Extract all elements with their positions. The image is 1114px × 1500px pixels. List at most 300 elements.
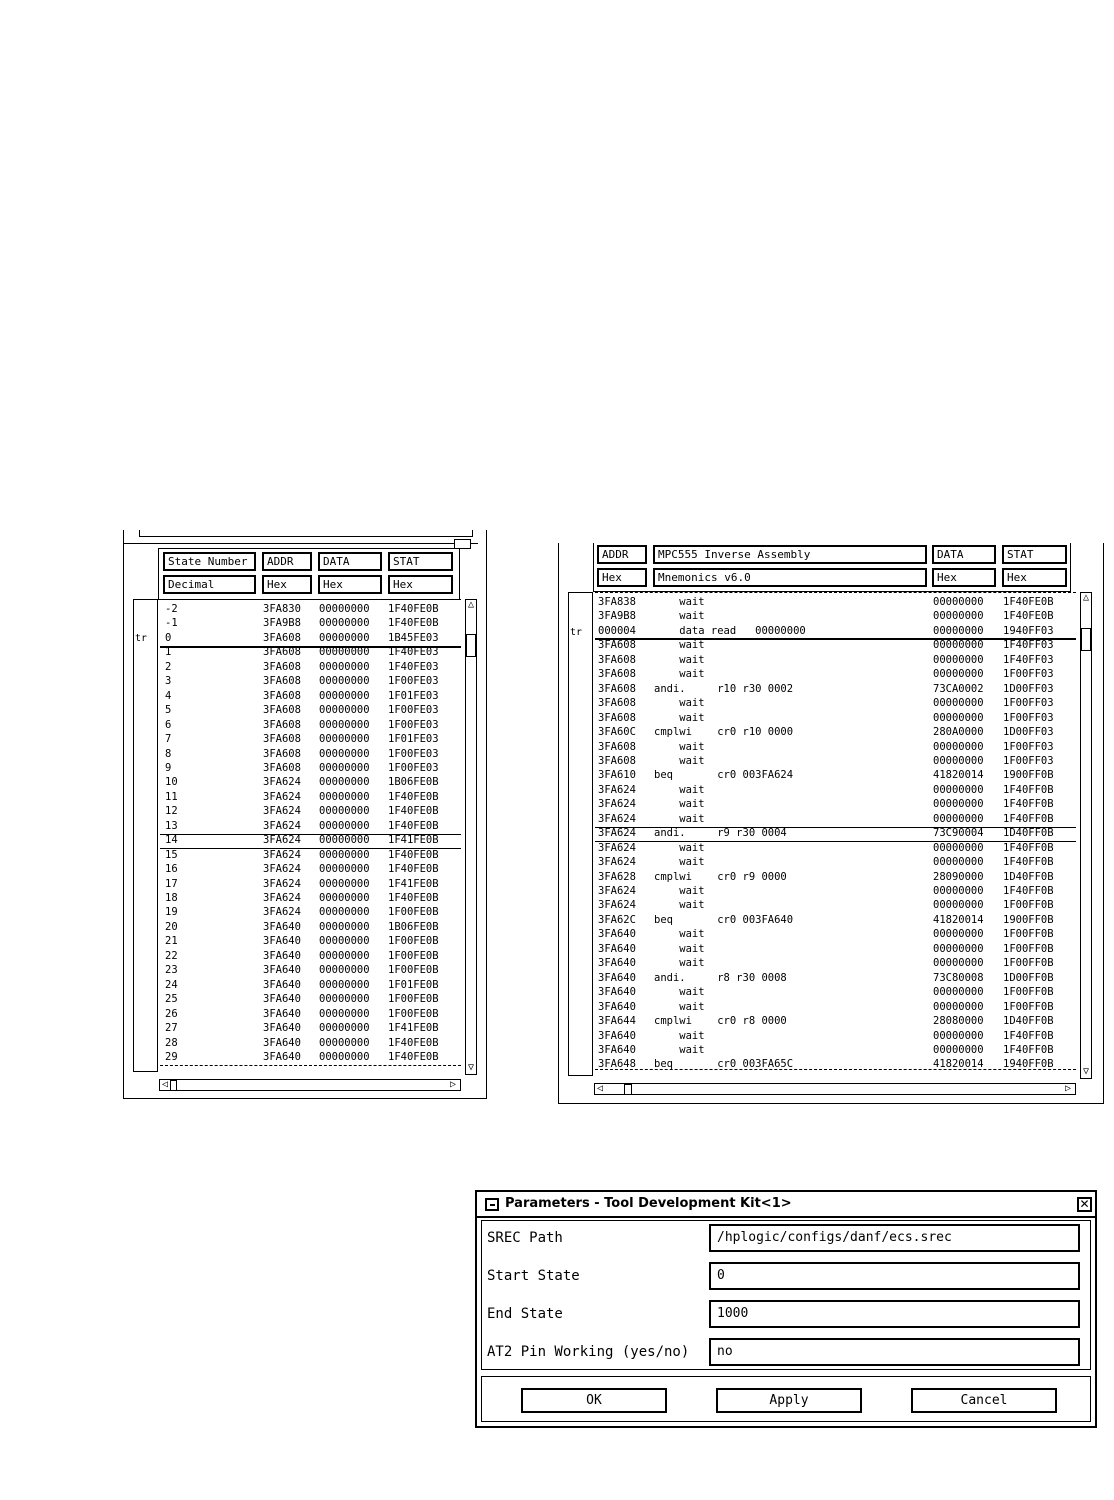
table-cell: 1D40FF0B — [1003, 1015, 1054, 1028]
table-cell: 1F40FF0B — [1003, 1029, 1054, 1042]
table-cell: 1F00FF0B — [1003, 957, 1054, 970]
scroll-down-icon[interactable]: ▽ — [1082, 1066, 1090, 1077]
format-addr[interactable]: Hex — [262, 575, 312, 594]
table-cell: 22 — [165, 949, 178, 962]
table-cell: 00000000 — [319, 993, 370, 1006]
table-cell: 15 — [165, 848, 178, 861]
table-cell: wait — [654, 1043, 705, 1056]
table-cell: 3FA608 — [598, 697, 636, 710]
table-cell: 10 — [165, 776, 178, 789]
ok-button[interactable]: OK — [521, 1388, 667, 1413]
table-cell: 3FA608 — [263, 660, 301, 673]
table-cell: 00000000 — [933, 639, 984, 652]
table-row[interactable] — [595, 1014, 1076, 1028]
start-state-input[interactable]: 0 — [709, 1262, 1080, 1290]
table-cell: 3FA624 — [263, 819, 301, 832]
table-row[interactable] — [160, 905, 461, 919]
table-cell: 1F40FE0B — [388, 617, 439, 630]
table-cell: 1D00FF03 — [1003, 682, 1054, 695]
dialog-title: Parameters - Tool Development Kit<1> — [505, 1196, 792, 1211]
table-cell: 3FA624 — [263, 863, 301, 876]
table-cell: 00000000 — [319, 617, 370, 630]
vertical-scrollbar[interactable] — [1080, 592, 1092, 1079]
table-row[interactable] — [595, 927, 1076, 941]
table-cell: 1F01FE03 — [388, 689, 439, 702]
header-addr[interactable]: ADDR — [597, 545, 647, 564]
table-cell: 00000000 — [319, 704, 370, 717]
scroll-down-icon[interactable]: ▽ — [467, 1062, 475, 1073]
table-cell: 3FA608 — [263, 675, 301, 688]
vertical-scrollbar[interactable] — [465, 599, 477, 1075]
table-row[interactable] — [160, 732, 461, 746]
table-cell: 00000000 — [933, 610, 984, 623]
table-row[interactable] — [160, 992, 461, 1006]
horizontal-scrollbar[interactable] — [159, 1079, 461, 1091]
table-cell: 00000000 — [319, 1036, 370, 1049]
table-cell: 23 — [165, 964, 178, 977]
table-cell: 3FA640 — [263, 1050, 301, 1063]
close-icon: ✕ — [1079, 1197, 1090, 1211]
table-cell: 5 — [165, 704, 172, 717]
table-cell: 1F40FE0B — [388, 1050, 439, 1063]
table-cell: 7 — [165, 733, 172, 746]
format-addr[interactable]: Hex — [597, 568, 647, 587]
table-cell: 00000000 — [933, 754, 984, 767]
header-data[interactable]: DATA — [932, 545, 996, 564]
table-cell: 3FA62C — [598, 913, 636, 926]
table-cell: 3FA608 — [263, 704, 301, 717]
table-cell: 18 — [165, 892, 178, 904]
table-cell: 00000000 — [319, 1007, 370, 1020]
table-row[interactable] — [160, 1021, 461, 1035]
table-cell: 3FA624 — [598, 783, 636, 796]
table-cell: 41820014 — [933, 913, 984, 926]
table-cell: 3FA838 — [598, 596, 636, 608]
table-cell: 00000000 — [319, 1050, 370, 1063]
table-cell: 1F40FE03 — [388, 660, 439, 673]
table-cell: 00000000 — [319, 978, 370, 991]
table-cell: 00000000 — [933, 798, 984, 811]
table-row[interactable] — [595, 1000, 1076, 1014]
header-stat[interactable]: STAT — [1002, 545, 1067, 564]
scroll-right-icon[interactable]: ▷ — [449, 1079, 457, 1090]
table-row[interactable] — [595, 855, 1076, 869]
table-cell: 00000000 — [319, 819, 370, 832]
table-cell: 3FA608 — [263, 733, 301, 746]
table-row[interactable] — [160, 819, 461, 833]
table-cell: 1F40FF0B — [1003, 1043, 1054, 1056]
table-row[interactable] — [160, 862, 461, 876]
table-cell: wait — [654, 957, 705, 970]
table-cell: 41820014 — [933, 769, 984, 782]
table-row[interactable] — [595, 942, 1076, 956]
table-cell: 1F40FF0B — [1003, 812, 1054, 825]
table-row[interactable] — [160, 949, 461, 963]
table-row[interactable] — [160, 920, 461, 934]
table-cell: 00000000 — [319, 631, 370, 644]
table-cell: beq cr0 003FA624 — [654, 769, 794, 782]
table-cell: 1F41FE0B — [388, 834, 439, 847]
table-row[interactable] — [595, 826, 1076, 840]
table-row[interactable] — [595, 725, 1076, 739]
table-cell: wait — [654, 841, 705, 854]
table-row[interactable] — [595, 711, 1076, 725]
table-cell: 00000000 — [319, 675, 370, 688]
table-row[interactable] — [160, 1036, 461, 1050]
table-cell: 1D00FF03 — [1003, 726, 1054, 739]
table-row[interactable] — [595, 971, 1076, 985]
table-cell: 1B45FE03 — [388, 631, 439, 644]
srec-path-input[interactable]: /hplogic/configs/danf/ecs.srec — [709, 1224, 1080, 1252]
scroll-up-icon[interactable]: △ — [1082, 592, 1090, 603]
table-cell: 00000000 — [319, 776, 370, 789]
scroll-left-icon[interactable]: ◁ — [596, 1083, 604, 1094]
scroll-up-icon[interactable]: △ — [467, 599, 475, 610]
table-cell: 3FA640 — [598, 1029, 636, 1042]
table-cell: 3FA640 — [263, 964, 301, 977]
table-row[interactable] — [595, 696, 1076, 710]
table-cell: 3FA608 — [598, 668, 636, 681]
table-row[interactable] — [595, 754, 1076, 768]
table-cell: wait — [654, 754, 705, 767]
table-cell: 00000000 — [319, 863, 370, 876]
table-cell: wait — [654, 942, 705, 955]
table-cell: 00000000 — [933, 1043, 984, 1056]
table-cell: 1F00FE03 — [388, 675, 439, 688]
table-cell: 1F40FF0B — [1003, 841, 1054, 854]
table-cell: 1F00FE0B — [388, 949, 439, 962]
table-row[interactable] — [595, 1057, 1076, 1070]
table-cell: 3FA640 — [598, 986, 636, 999]
cursor-line — [595, 841, 1076, 842]
format-data[interactable]: Hex — [932, 568, 996, 587]
table-cell: 3FA624 — [263, 790, 301, 803]
table-cell: 3FA608 — [598, 653, 636, 666]
table-cell: 3FA830 — [263, 603, 301, 615]
scroll-thumb[interactable] — [466, 634, 476, 657]
marker-column — [133, 599, 158, 1072]
table-cell: data read 00000000 — [654, 624, 806, 637]
table-cell: 00000000 — [933, 711, 984, 724]
table-cell: 0 — [165, 631, 172, 644]
table-row[interactable] — [160, 790, 461, 804]
table-cell: 3FA624 — [598, 798, 636, 811]
table-cell: 1F01FE0B — [388, 978, 439, 991]
table-row[interactable] — [595, 667, 1076, 681]
table-cell: 3FA624 — [598, 841, 636, 854]
table-cell: 00000000 — [319, 834, 370, 847]
table-row[interactable] — [160, 775, 461, 789]
table-cell: 25 — [165, 993, 178, 1006]
table-row[interactable] — [595, 638, 1076, 652]
table-row[interactable] — [160, 833, 461, 847]
table-cell: 1F40FF0B — [1003, 798, 1054, 811]
table-cell: 00000000 — [933, 1000, 984, 1013]
table-cell: 3FA624 — [263, 776, 301, 789]
table-cell: -1 — [165, 617, 178, 630]
table-cell: 3FA624 — [598, 856, 636, 869]
header-inverse-assembly[interactable]: MPC555 Inverse Assembly — [653, 545, 927, 564]
table-cell: 280A0000 — [933, 726, 984, 739]
table-cell: 28080000 — [933, 1015, 984, 1028]
table-cell: 1F00FF03 — [1003, 711, 1054, 724]
listing-window-state — [123, 530, 487, 1099]
table-cell: 00000000 — [319, 964, 370, 977]
table-cell: 1900FF0B — [1003, 769, 1054, 782]
table-cell: 16 — [165, 863, 178, 876]
table-row[interactable] — [595, 841, 1076, 855]
table-cell: 24 — [165, 978, 178, 991]
cancel-button[interactable]: Cancel — [911, 1388, 1057, 1413]
table-cell: 1F00FF0B — [1003, 942, 1054, 955]
top-divider-line — [123, 543, 478, 544]
table-cell: 1F00FE0B — [388, 935, 439, 948]
table-cell: 00000000 — [319, 689, 370, 702]
hscroll-thumb[interactable] — [170, 1080, 177, 1091]
table-row[interactable] — [595, 783, 1076, 797]
table-cell: wait — [654, 812, 705, 825]
table-cell: 3FA640 — [263, 978, 301, 991]
table-cell: 3FA608 — [263, 718, 301, 731]
header-data[interactable]: DATA — [318, 552, 382, 571]
table-cell: 00000000 — [933, 697, 984, 710]
table-row[interactable] — [160, 616, 461, 630]
table-cell: 00000000 — [933, 653, 984, 666]
table-row[interactable] — [595, 985, 1076, 999]
table-cell: 00000000 — [933, 841, 984, 854]
table-row[interactable] — [160, 689, 461, 703]
table-row[interactable] — [595, 1029, 1076, 1043]
table-row[interactable] — [160, 761, 461, 775]
table-cell: 3FA608 — [598, 711, 636, 724]
table-cell: 14 — [165, 834, 178, 847]
table-cell: wait — [654, 928, 705, 941]
table-cell: 73C90004 — [933, 827, 984, 840]
table-cell: 4 — [165, 689, 172, 702]
table-row[interactable] — [160, 1050, 461, 1064]
header-stat[interactable]: STAT — [388, 552, 453, 571]
table-cell: 3FA608 — [598, 740, 636, 753]
format-state-number[interactable]: Decimal — [163, 575, 256, 594]
table-row[interactable] — [595, 740, 1076, 754]
table-cell: 00000000 — [319, 805, 370, 818]
at2-pin-label: AT2 Pin Working (yes/no) — [487, 1344, 690, 1360]
table-cell: 1F40FF0B — [1003, 885, 1054, 897]
table-cell: 1940FF03 — [1003, 624, 1054, 637]
table-cell: 3FA640 — [263, 1007, 301, 1020]
at2-pin-input[interactable]: no — [709, 1338, 1080, 1366]
cursor-line — [595, 827, 1076, 828]
table-cell: wait — [654, 885, 705, 897]
table-row[interactable] — [595, 682, 1076, 696]
table-cell: 1F40FF0B — [1003, 856, 1054, 869]
table-row[interactable] — [595, 884, 1076, 898]
table-row[interactable] — [595, 797, 1076, 811]
table-cell: 000004 — [598, 624, 636, 637]
table-cell: 00000000 — [933, 856, 984, 869]
table-cell: 1F40FF0B — [1003, 783, 1054, 796]
table-cell: 00000000 — [933, 596, 984, 608]
table-cell: wait — [654, 653, 705, 666]
format-stat[interactable]: Hex — [1002, 568, 1067, 587]
table-cell: 73C80008 — [933, 971, 984, 984]
table-cell: 00000000 — [319, 1022, 370, 1035]
header-addr[interactable]: ADDR — [262, 552, 312, 571]
cursor-line — [160, 848, 461, 849]
table-row[interactable] — [595, 956, 1076, 970]
table-cell: 3 — [165, 675, 172, 688]
table-cell: 3FA640 — [598, 1000, 636, 1013]
trigger-line — [160, 646, 461, 648]
table-cell: beq cr0 003FA640 — [654, 913, 794, 926]
table-cell: 1F41FE0B — [388, 1022, 439, 1035]
table-row[interactable] — [160, 747, 461, 761]
table-cell: 3FA640 — [263, 949, 301, 962]
table-row[interactable] — [160, 963, 461, 977]
table-cell: 3FA608 — [598, 639, 636, 652]
table-cell: 1F00FE0B — [388, 1007, 439, 1020]
format-mnemonics[interactable]: Mnemonics v6.0 — [653, 568, 927, 587]
table-row[interactable] — [595, 609, 1076, 623]
close-button[interactable] — [1077, 1197, 1092, 1212]
table-cell: 3FA628 — [598, 870, 636, 883]
table-row[interactable] — [595, 913, 1076, 927]
table-row[interactable] — [595, 812, 1076, 826]
table-cell: 1D00FF0B — [1003, 971, 1054, 984]
table-cell: 1F40FE0B — [388, 863, 439, 876]
table-cell: 12 — [165, 805, 178, 818]
table-cell: 1F00FE0B — [388, 993, 439, 1006]
table-row[interactable] — [160, 718, 461, 732]
table-cell: 8 — [165, 747, 172, 760]
table-cell: 19 — [165, 906, 178, 919]
table-cell: andi. r10 r30 0002 — [654, 682, 794, 695]
table-row[interactable] — [595, 624, 1076, 638]
table-cell: 1F00FE03 — [388, 718, 439, 731]
scroll-thumb[interactable] — [1081, 628, 1091, 651]
table-cell: 00000000 — [319, 906, 370, 919]
table-cell: 3FA640 — [598, 928, 636, 941]
table-row[interactable] — [160, 703, 461, 717]
table-cell: 1F00FE03 — [388, 704, 439, 717]
table-cell: 1F40FE0B — [1003, 596, 1054, 608]
format-stat[interactable]: Hex — [388, 575, 453, 594]
table-row[interactable] — [595, 768, 1076, 782]
table-row[interactable] — [160, 631, 461, 645]
table-row[interactable] — [595, 653, 1076, 667]
table-cell: 3FA640 — [263, 993, 301, 1006]
table-row[interactable] — [160, 848, 461, 862]
listing-data-area — [160, 599, 461, 1066]
table-cell: cmplwi cr0 r10 0000 — [654, 726, 794, 739]
table-cell: 00000000 — [319, 733, 370, 746]
table-cell: 3FA624 — [263, 834, 301, 847]
table-row[interactable] — [160, 660, 461, 674]
table-cell: 00000000 — [319, 935, 370, 948]
table-cell: 00000000 — [319, 660, 370, 673]
table-cell: 00000000 — [933, 885, 984, 897]
table-cell: andi. r8 r30 0008 — [654, 971, 787, 984]
table-cell: 1F00FF03 — [1003, 740, 1054, 753]
table-row[interactable] — [160, 877, 461, 891]
table-cell: 6 — [165, 718, 172, 731]
table-cell: 3FA624 — [598, 885, 636, 897]
end-state-label: End State — [487, 1306, 563, 1322]
table-row[interactable] — [160, 934, 461, 948]
table-row[interactable] — [595, 870, 1076, 884]
table-cell: 3FA624 — [263, 805, 301, 818]
end-state-input[interactable]: 1000 — [709, 1300, 1080, 1328]
table-cell: wait — [654, 668, 705, 681]
table-cell: 29 — [165, 1050, 178, 1063]
table-row[interactable] — [160, 1007, 461, 1021]
table-cell: wait — [654, 596, 705, 608]
table-cell: 00000000 — [319, 603, 370, 615]
table-cell: 3FA648 — [598, 1058, 636, 1070]
header-state-number[interactable]: State Number — [163, 552, 256, 571]
table-cell: cmplwi cr0 r8 0000 — [654, 1015, 787, 1028]
table-cell: 11 — [165, 790, 178, 803]
table-cell: 00000000 — [933, 740, 984, 753]
table-row[interactable] — [160, 804, 461, 818]
table-cell: 3FA608 — [263, 689, 301, 702]
table-cell: 3FA640 — [263, 1036, 301, 1049]
trigger-line — [595, 638, 1076, 640]
table-cell: 00000000 — [933, 928, 984, 941]
apply-button[interactable]: Apply — [716, 1388, 862, 1413]
table-cell: 3FA640 — [598, 942, 636, 955]
table-row[interactable] — [595, 1043, 1076, 1057]
table-cell: 9 — [165, 761, 172, 774]
table-cell: wait — [654, 986, 705, 999]
window-menu-button[interactable] — [485, 1198, 499, 1211]
table-cell: 1B06FE0B — [388, 776, 439, 789]
scroll-left-icon[interactable]: ◁ — [161, 1079, 169, 1090]
table-cell: 3FA640 — [598, 1043, 636, 1056]
table-row[interactable] — [595, 898, 1076, 912]
table-cell: 3FA9B8 — [263, 617, 301, 630]
table-cell: 3FA624 — [263, 877, 301, 890]
format-data[interactable]: Hex — [318, 575, 382, 594]
table-row[interactable] — [160, 978, 461, 992]
hscroll-thumb[interactable] — [624, 1084, 632, 1095]
table-cell: 28 — [165, 1036, 178, 1049]
table-cell: 1F00FF0B — [1003, 1000, 1054, 1013]
table-row[interactable] — [160, 891, 461, 905]
table-cell: 1F00FF03 — [1003, 668, 1054, 681]
table-cell: 3FA9B8 — [598, 610, 636, 623]
table-cell: 3FA608 — [263, 631, 301, 644]
table-cell: 1F00FE0B — [388, 964, 439, 977]
listing-window-assembly — [558, 543, 1104, 1105]
table-row[interactable] — [595, 595, 1076, 609]
table-cell: 1F40FE0B — [388, 819, 439, 832]
table-row[interactable] — [160, 674, 461, 688]
horizontal-scrollbar[interactable] — [594, 1083, 1076, 1095]
table-cell: 41820014 — [933, 1058, 984, 1070]
table-cell: 00000000 — [319, 877, 370, 890]
table-row[interactable] — [160, 602, 461, 616]
table-cell: 20 — [165, 920, 178, 933]
table-cell: 00000000 — [319, 949, 370, 962]
top-divider — [139, 530, 473, 537]
table-cell: 3FA624 — [263, 906, 301, 919]
table-cell: 27 — [165, 1022, 178, 1035]
table-cell: 00000000 — [933, 1029, 984, 1042]
scroll-right-icon[interactable]: ▷ — [1064, 1083, 1072, 1094]
table-cell: wait — [654, 798, 705, 811]
parameters-dialog — [475, 1190, 1097, 1428]
